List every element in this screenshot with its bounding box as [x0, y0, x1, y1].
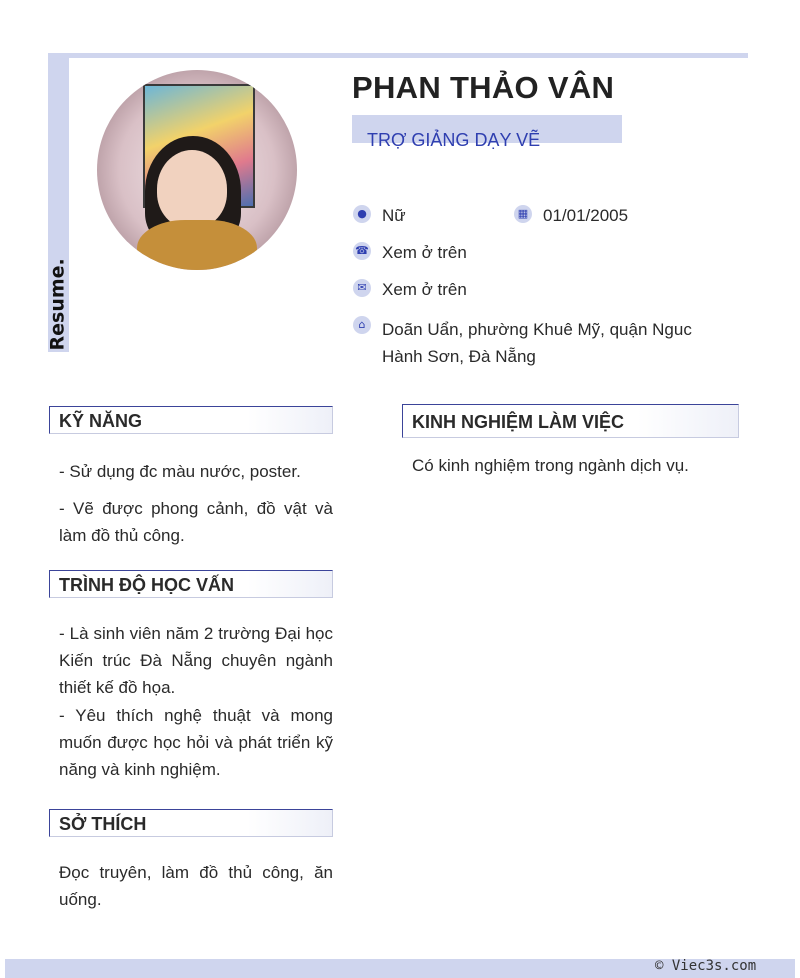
gender-value: Nữ [382, 206, 406, 225]
skills-heading-label: KỸ NĂNG [59, 411, 143, 431]
candidate-name: PHAN THẢO VÂN [352, 70, 615, 105]
phone-value: Xem ở trên [382, 243, 467, 262]
education-heading-label: TRÌNH ĐỘ HỌC VẤN [59, 575, 234, 595]
education-heading [49, 570, 333, 598]
job-title: TRỢ GIẢNG DẠY VẼ [367, 130, 541, 150]
experience-heading-label: KINH NGHIỆM LÀM VIỆC [412, 412, 625, 432]
mail-icon: ✉ [353, 279, 371, 297]
home-icon: ⌂ [353, 316, 371, 334]
phone-icon: ☎ [353, 242, 371, 260]
address-line-1: Doãn Uẩn, phường Khuê Mỹ, quận Nguc [382, 320, 692, 339]
photo-face [157, 150, 227, 228]
photo-body [137, 220, 257, 270]
address-line-2: Hành Sơn, Đà Nẵng [382, 347, 536, 366]
birthdate-value: 01/01/2005 [543, 206, 629, 225]
email-value: Xem ở trên [382, 280, 467, 299]
skills-item-2: - Vẽ được phong cảnh, đồ vật và làm đồ thủ công. [59, 499, 333, 545]
hobbies-heading-label: SỞ THÍCH [59, 814, 147, 834]
side-accent-bar [48, 53, 69, 352]
address-value [382, 316, 722, 370]
experience-text: Có kinh nghiệm trong ngành dịch vụ. [412, 456, 689, 475]
calendar-icon: ▦ [514, 205, 532, 223]
skills-item-1: - Sử dụng đc màu nước, poster. [59, 462, 301, 481]
hobbies-heading [49, 809, 333, 837]
profile-photo [97, 70, 297, 270]
experience-heading [402, 404, 739, 438]
education-item-1: - Là sinh viên năm 2 trường Đại học Kiến trúc Đà Nẵng chuyên ngành thiết kế đồ họa. [59, 624, 333, 697]
hobbies-text: Đọc truyên, làm đồ thủ công, ăn uống. [59, 863, 333, 909]
footer-credit: © Viec3s.com [655, 958, 757, 974]
resume-side-label: Resume. [46, 258, 69, 351]
skills-heading [49, 406, 333, 434]
education-item-2: - Yêu thích nghệ thuật và mong muốn được học hỏi và phát triển kỹ năng và kinh nghiệm. [59, 706, 333, 779]
top-accent-bar [48, 53, 748, 58]
person-icon: ● [353, 205, 371, 223]
